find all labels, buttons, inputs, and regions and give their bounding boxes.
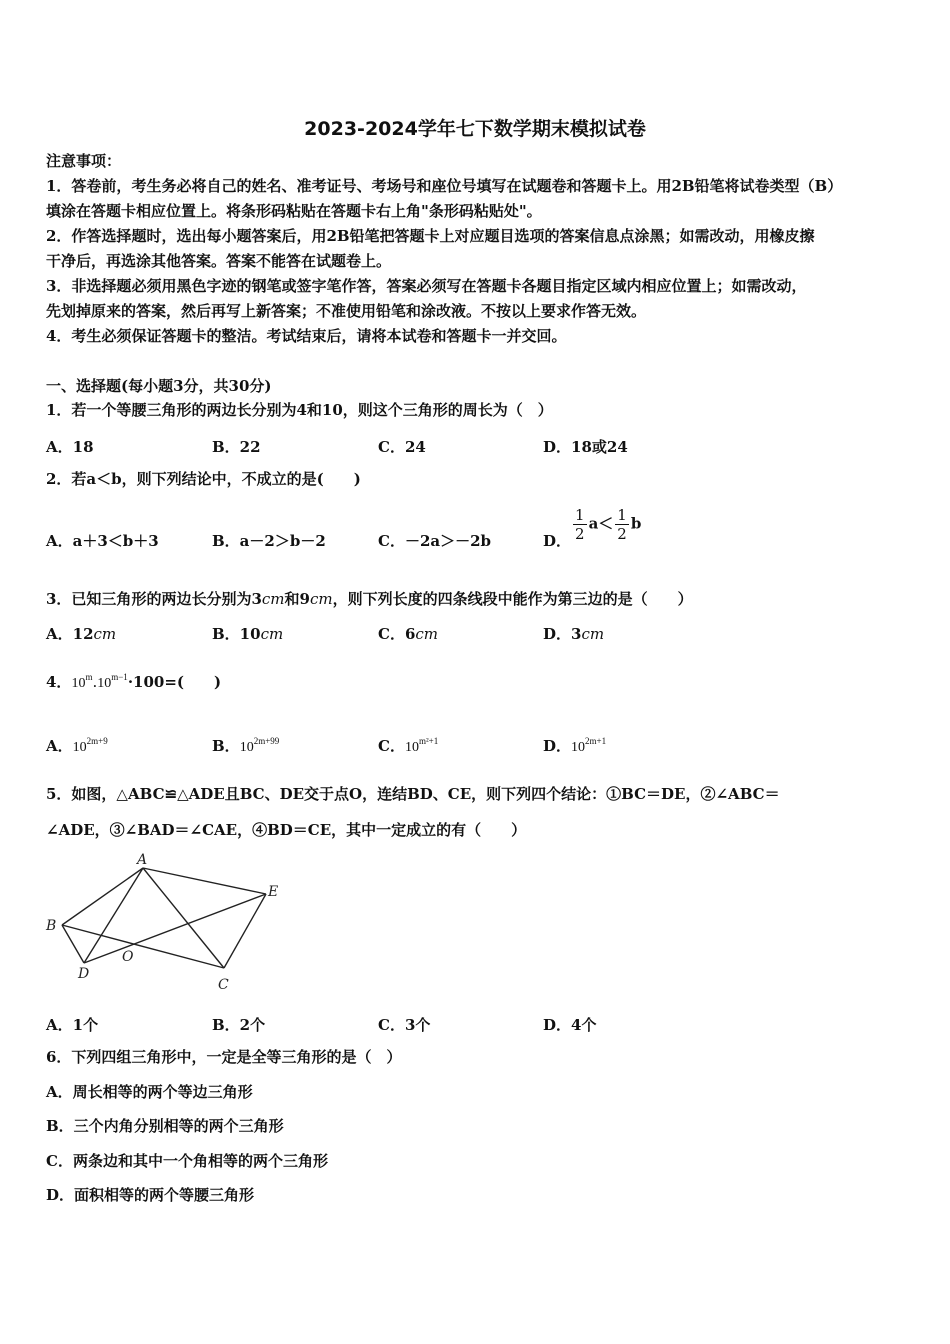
power-base: 10 xyxy=(404,740,419,755)
q4-option-c xyxy=(378,727,438,756)
fraction-half xyxy=(615,506,629,543)
unit-cm: cm xyxy=(581,625,605,643)
q2-option-c: C．－2a＞－2b xyxy=(378,532,492,550)
q3-stem-part: ，则下列长度的四条线段中能作为第三边的是（ ） xyxy=(332,590,693,608)
label-a: A xyxy=(137,852,148,868)
q4-option-d xyxy=(543,727,606,756)
unit-cm: cm xyxy=(261,590,285,608)
question-1-stem: 1．若一个等腰三角形的两边长分别为4和10，则这个三角形的周长为（ ） xyxy=(46,401,553,419)
q2-option-b: B．a－2＞b－2 xyxy=(212,532,326,550)
power-exponent: 2m+99 xyxy=(253,736,280,746)
power-exponent: m²+1 xyxy=(418,736,439,746)
q3-option-a xyxy=(46,623,116,644)
q3-option-b xyxy=(212,623,283,644)
label-c: C xyxy=(218,977,229,993)
power-term xyxy=(97,672,128,691)
segment-bd xyxy=(62,925,84,963)
power-exponent: m−1 xyxy=(111,672,128,682)
power-term xyxy=(404,736,439,755)
q1-option-d: D．18或24 xyxy=(543,438,628,456)
q4-option-label: A． xyxy=(46,737,73,755)
power-exponent: 2m+9 xyxy=(86,736,108,746)
fraction-numerator: 1 xyxy=(575,506,585,524)
power-term xyxy=(239,736,280,755)
q4-option-label: D． xyxy=(543,737,572,755)
segment-de xyxy=(84,894,266,963)
q4-label: 4． xyxy=(46,673,72,691)
unit-cm: cm xyxy=(93,625,117,643)
q2-option-a: A．a＋3＜b＋3 xyxy=(46,532,159,550)
label-e: E xyxy=(268,884,279,900)
power-base: 10 xyxy=(71,676,86,691)
notice-line: 3．非选择题必须用黑色字迹的钢笔或签字笔作答，答案必须写在答题卡各题目指定区域内相应位置上；如需改动， xyxy=(46,277,807,295)
q6-option-b: B．三个内角分别相等的两个三角形 xyxy=(46,1117,284,1135)
q3-option-b-text: B．10 xyxy=(212,625,261,643)
q4-option-b xyxy=(212,727,279,756)
notice-line: 4．考生必须保证答题卡的整洁。考试结束后，请将本试卷和答题卡一并交回。 xyxy=(46,327,567,345)
q6-option-d: D．面积相等的两个等腰三角形 xyxy=(46,1186,255,1204)
notice-line: 1．答卷前，考生务必将自己的姓名、准考证号、考场号和座位号填写在试题卷和答题卡上。用2B铅笔将试卷类型（B） xyxy=(46,177,843,195)
q6-option-c: C．两条边和其中一个角相等的两个三角形 xyxy=(46,1152,328,1170)
power-term xyxy=(71,672,93,691)
power-term xyxy=(72,736,108,755)
q3-option-c xyxy=(378,623,438,644)
question-5-stem-line2: ∠ADE，③∠BAD＝∠CAE，④BD＝CE，其中一定成立的有（ ） xyxy=(46,821,527,839)
question-3-stem xyxy=(46,589,693,609)
fraction-half xyxy=(573,506,587,543)
q2-option-d-a: a＜ xyxy=(588,514,614,533)
q4-tail: ·100=( ) xyxy=(127,673,222,691)
unit-cm: cm xyxy=(309,590,333,608)
triangle-figure xyxy=(44,848,284,996)
q4-option-label: B． xyxy=(212,737,240,755)
notice-heading: 注意事项： xyxy=(46,152,122,170)
q4-option-a xyxy=(46,727,108,756)
q6-option-a: A．周长相等的两个等边三角形 xyxy=(46,1083,253,1101)
q1-option-a: A．18 xyxy=(46,438,94,456)
power-exponent: m xyxy=(85,672,93,682)
q3-option-d-text: D．3 xyxy=(543,625,582,643)
power-base: 10 xyxy=(97,676,112,691)
fraction-denominator: 2 xyxy=(617,525,627,543)
power-base: 10 xyxy=(72,740,87,755)
question-5-stem-line1: 5．如图，△ABC≌△ADE且BC、DE交于点O，连结BD、CE，则下列四个结论：①BC＝DE，②∠ABC＝ xyxy=(46,785,780,803)
notice-line: 先划掉原来的答案，然后再写上新答案；不准使用铅笔和涂改液。不按以上要求作答无效。 xyxy=(46,302,647,320)
q5-option-d: D．4个 xyxy=(543,1016,597,1034)
power-exponent: 2m+1 xyxy=(585,736,607,746)
unit-cm: cm xyxy=(415,625,439,643)
q3-stem-part: 和9 xyxy=(284,590,310,608)
unit-cm: cm xyxy=(260,625,284,643)
segment-ab xyxy=(62,868,143,925)
question-4-stem: 4．$10^m.10^{m-1}\cdot 100=$( ) xyxy=(46,672,222,691)
q3-option-c-text: C．6 xyxy=(378,625,416,643)
segment-ce xyxy=(224,894,266,968)
notice-line: 2．作答选择题时，选出每小题答案后，用2B铅笔把答题卡上对应题目选项的答案信息点涂黑；如需改动，用橡皮擦 xyxy=(46,227,815,245)
fraction-numerator: 1 xyxy=(617,506,627,524)
section-heading: 一、选择题(每小题3分，共30分) xyxy=(46,377,272,395)
q3-option-a-text: A．12 xyxy=(46,625,94,643)
exam-title: 2023-2024学年七下数学期末模拟试卷 xyxy=(304,118,646,140)
label-o: O xyxy=(122,949,134,965)
segment-ad xyxy=(84,868,143,963)
question-6-stem: 6．下列四组三角形中，一定是全等三角形的是（ ） xyxy=(46,1048,402,1066)
q1-option-b: B．22 xyxy=(212,438,261,456)
q2-option-d xyxy=(543,506,641,551)
q4-option-label: C． xyxy=(378,737,405,755)
power-base: 10 xyxy=(571,740,586,755)
label-d: D xyxy=(78,966,90,982)
label-b: B xyxy=(46,918,57,934)
q5-option-b: B．2个 xyxy=(212,1016,266,1034)
q3-option-d xyxy=(543,623,604,644)
q1-option-c: C．24 xyxy=(378,438,426,456)
q2-option-d-b: b xyxy=(630,514,642,533)
q5-option-c: C．3个 xyxy=(378,1016,431,1034)
notice-line: 填涂在答题卡相应位置上。将条形码粘贴在答题卡右上角"条形码粘贴处"。 xyxy=(46,202,542,220)
power-term xyxy=(571,736,607,755)
notice-line: 干净后，再选涂其他答案。答案不能答在试题卷上。 xyxy=(46,252,392,270)
fraction-denominator: 2 xyxy=(575,525,585,543)
question-2-stem: 2．若a＜b，则下列结论中，不成立的是( ) xyxy=(46,470,361,488)
q5-option-a: A．1个 xyxy=(46,1016,99,1034)
q2-option-d-label: D． xyxy=(543,532,572,550)
power-base: 10 xyxy=(239,740,254,755)
q3-stem-part: 3．已知三角形的两边长分别为3 xyxy=(46,590,262,608)
